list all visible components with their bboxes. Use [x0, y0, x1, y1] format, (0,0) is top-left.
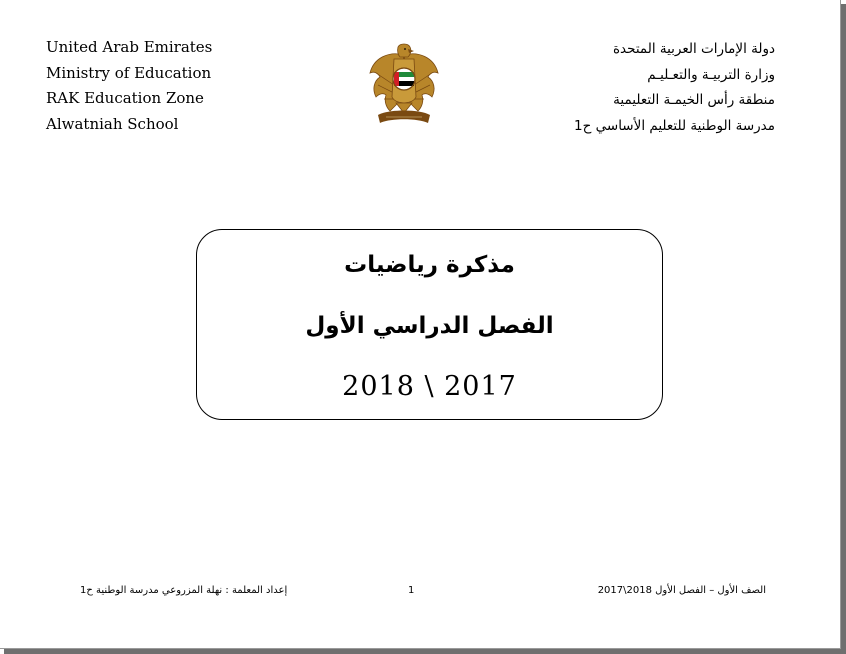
semester-title: الفصل الدراسي الأول	[305, 313, 554, 339]
header-school-ar: مدرسة الوطنية للتعليم الأساسي ح1	[574, 117, 775, 134]
academic-year: 2018 \ 2017	[342, 371, 517, 402]
header-country: United Arab Emirates	[46, 38, 213, 56]
uae-eagle-emblem-icon	[368, 43, 440, 129]
document-title: مذكرة رياضيات	[344, 252, 515, 278]
arabic-header	[574, 37, 775, 139]
header-zone: RAK Education Zone	[46, 89, 204, 107]
header-ministry: Ministry of Education	[46, 63, 212, 82]
title-box	[196, 229, 663, 420]
footer-grade-term: الصف الأول – الفصل الأول 2018\2017	[597, 585, 766, 596]
footer-author: إعداد المعلمة : نهلة المزروعي مدرسة الوطنية ح1	[80, 585, 288, 596]
english-header	[46, 35, 212, 137]
header-zone-ar: منطقة رأس الخيمـة التعليمية	[613, 92, 775, 108]
page-number: 1	[408, 585, 415, 596]
header-ministry-ar: وزارة التربيـة والتعـليـم	[647, 66, 775, 83]
header-country-ar: دولة الإمارات العربية المتحدة	[612, 41, 775, 57]
header-school: Alwatniah School	[46, 114, 179, 133]
page-shadow-bottom	[4, 649, 846, 654]
page-shadow-right	[841, 4, 846, 654]
